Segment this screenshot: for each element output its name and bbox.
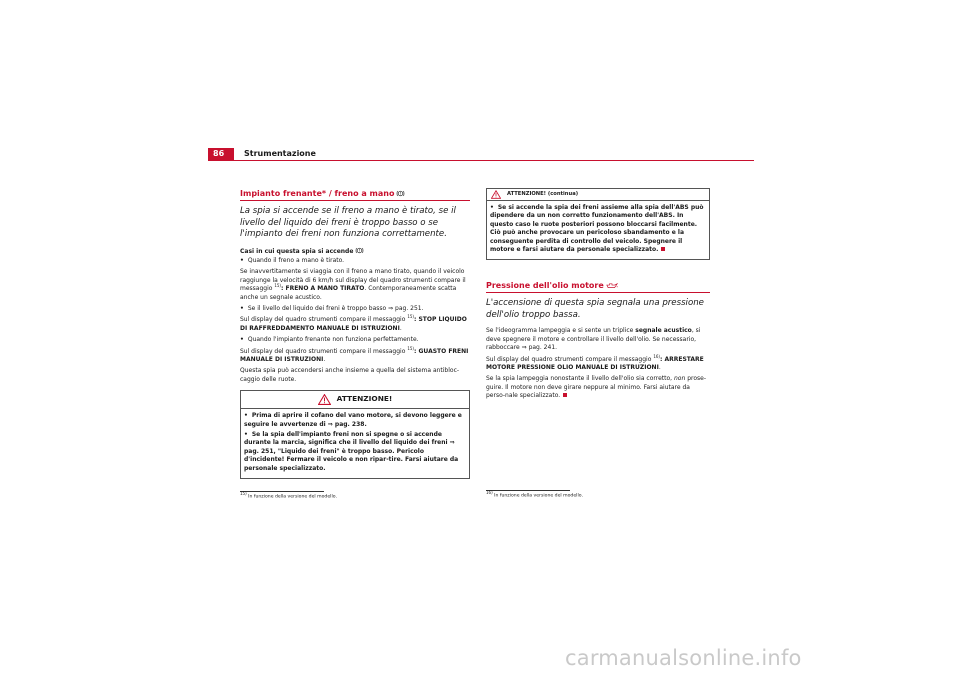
warning-title: ATTENZIONE! (continua) — [507, 191, 579, 198]
watermark: carmanualsonline.info — [565, 646, 802, 670]
svg-text:!: ! — [400, 191, 402, 196]
warning-header — [241, 391, 469, 409]
section-lead: L'accensione di questa spia segnala una pressione dell'olio troppo bassa. — [486, 298, 704, 320]
footnote: $^{16)}$ In funzione della versione del modello. — [486, 490, 583, 499]
section-heading-oil: Pressione dell'olio motore — [486, 280, 710, 293]
paragraph: Se l'ideogramma lampeggia e si sente un triplice segnale acustico, si deve spegnere il motore e controllare il livello dell'olio. Se necessario, rabboccare ⇒ pag. 241. — [486, 327, 701, 352]
section-heading-brakes: Impianto frenante* / freno a mano ! — [240, 188, 470, 201]
warning-box — [240, 390, 470, 479]
footnote-rule — [240, 491, 324, 492]
footnote-ref: 15) — [274, 283, 281, 289]
warning-item: • Prima di aprire il cofano del vano motore, si devono leggere e seguire le avvertenze di ⇒ pag. 238. — [244, 412, 466, 429]
bullet-item: • Quando il freno a mano è tirato. — [240, 257, 470, 265]
bullet-item: • Se il livello del liquido dei freni è troppo basso ⇒ pag. 251. — [240, 305, 470, 313]
subheading: Casi in cui questa spia si accende ! — [240, 247, 470, 256]
paragraph: Se inavvertitamente si viaggia con il freno a mano tirato, quando il veicolo raggiunge la velocità di 6 km/h sul display del quadro strumenti compare il messaggio $^{15)}$: FRENO A MANO TIRATO. Contemporaneamente scatta anche un segnale acustico. — [240, 268, 466, 301]
page-title: Strumentazione — [244, 149, 316, 158]
end-mark — [661, 247, 665, 251]
warning-title: ATTENZIONE! — [336, 394, 393, 404]
bullet-item: • Quando l'impianto frenante non funziona perfettamente. — [240, 336, 470, 344]
brake-warning-icon — [355, 247, 364, 254]
warning-header — [487, 189, 709, 201]
page-header — [208, 148, 754, 160]
paragraph: Sul display del quadro strumenti compare il messaggio $^{15)}$: GUASTO FRENI MANUALE DI ISTRUZIONI. — [240, 345, 469, 363]
warning-box-continued — [486, 188, 710, 260]
left-column — [240, 188, 470, 479]
section-lead: La spia si accende se il freno a mano è tirato, se il livello del liquido dei freni è troppo basso o se l'impianto dei freni non funziona correttamente. — [240, 206, 456, 239]
footnote-ref: 15) — [407, 314, 414, 320]
brake-warning-icon — [396, 190, 405, 197]
footnote: $^{15)}$ In funzione della versione del modello. — [240, 491, 337, 500]
header-rule — [208, 160, 754, 161]
warning-triangle-icon — [318, 394, 331, 405]
right-column — [486, 188, 710, 404]
end-mark — [563, 393, 567, 397]
warning-item: • Se si accende la spia dei freni assieme alla spia dell'ABS può dipendere da un non corretto funzionamento dell'ABS. In questo caso le ruote posteriori possono bloccarsi facilmente. Ciò può anche provocare un pericoloso sbandamento e la conseguente perdita di controllo del veicolo. Spegnere il motore e farsi aiutare da personale specializzato. — [490, 204, 706, 254]
oil-can-icon — [606, 282, 618, 289]
paragraph: Sul display del quadro strumenti compare il messaggio $^{15)}$: STOP LIQUIDO DI RAFFREDDAMENTO MANUALE DI ISTRUZIONI. — [240, 314, 467, 332]
paragraph: Sul display del quadro strumenti compare il messaggio $^{16)}$: ARRESTARE MOTORE PRESSIONE OLIO MANUALE DI ISTRUZIONI. — [486, 353, 704, 372]
warning-triangle-icon — [491, 190, 501, 199]
footnote-rule — [486, 490, 570, 491]
paragraph: Se la spia lampeggia nonostante il livello dell'olio sia corretto, non prose-guire. Il motore non deve girare neppure al minimo. Farsi aiutare da perso-nale specializzato. — [486, 375, 706, 400]
page-number: 86 — [208, 148, 234, 160]
footnote-ref: 16) — [653, 353, 660, 359]
svg-text:!: ! — [359, 248, 361, 253]
footnote-ref: 15) — [407, 345, 414, 351]
warning-item: • Se la spia dell'impianto freni non si spegne o si accende durante la marcia, significa che il livello del liquido dei freni ⇒ pag. 251, "Liquido dei freni" è troppo basso. Pericolo d'incidente! Fermare il veicolo e non ripar-tire. Farsi aiutare da personale specializzato. — [244, 431, 466, 473]
paragraph: Questa spia può accendersi anche insieme a quella del sistema antibloc-caggio delle ruote. — [240, 367, 460, 383]
